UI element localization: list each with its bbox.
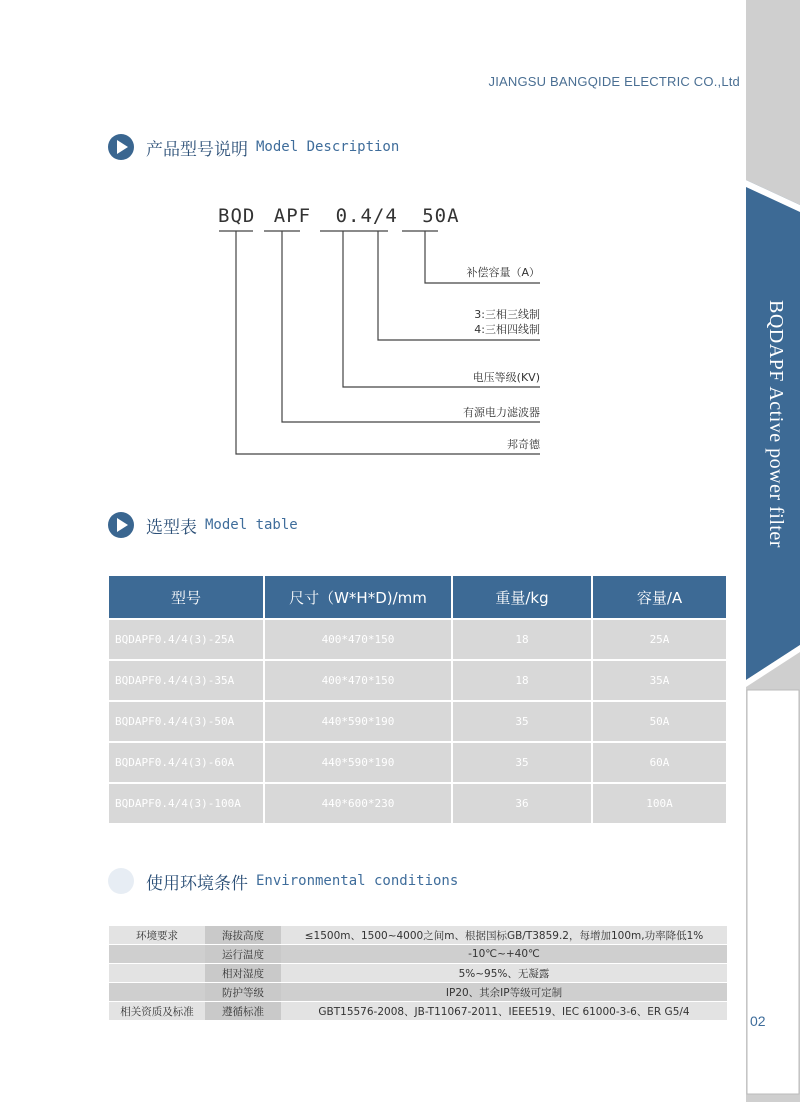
- cell-value: 5%~95%、无凝露: [281, 964, 727, 983]
- cell-model: BQDAPF0.4/4(3)-50A: [109, 701, 264, 742]
- table-row: [109, 783, 726, 823]
- model-table: [109, 576, 726, 823]
- cell-value: GBT15576-2008、JB-T11067-2011、IEEE519、IEC 61000-3-6、ER G5/4: [281, 1002, 727, 1021]
- cell-weight: 35: [452, 742, 592, 783]
- code-part-type: APF: [273, 205, 312, 227]
- section-title-cn: 选型表: [146, 517, 197, 538]
- section-model-table: [108, 512, 298, 538]
- table-row: [109, 945, 727, 964]
- header-weight: 重量/kg: [452, 576, 592, 619]
- company-name: JIANGSU BANGQIDE ELECTRIC CO.,Ltd: [488, 74, 740, 89]
- table-row: [109, 983, 727, 1002]
- table-row: [109, 701, 726, 742]
- side-vertical-title: BQDAPF Active power filter: [765, 300, 787, 548]
- label-brand: 邦奇德: [507, 438, 540, 451]
- cell-size: 440*590*190: [264, 742, 452, 783]
- cell-group-empty: [109, 964, 205, 983]
- section-title-en: Environmental conditions: [256, 873, 459, 889]
- cell-model: BQDAPF0.4/4(3)-25A: [109, 619, 264, 660]
- header-size: 尺寸（W*H*D)/mm: [264, 576, 452, 619]
- table-row: [109, 742, 726, 783]
- table-header-row: [109, 576, 726, 619]
- table-row: [109, 1002, 727, 1021]
- header-model: 型号: [109, 576, 264, 619]
- label-capacity: 补偿容量（A）: [466, 266, 540, 279]
- label-apf: 有源电力滤波器: [463, 406, 540, 419]
- cell-value: -10℃~+40℃: [281, 945, 727, 964]
- section-title-cn: 使用环境条件: [146, 873, 248, 894]
- code-part-voltage: 0.4/4: [335, 205, 398, 227]
- table-row: [109, 964, 727, 983]
- cell-item: 遵循标准: [205, 1002, 281, 1021]
- cell-size: 440*600*230: [264, 783, 452, 823]
- label-three-wire: 3:三相三线制: [474, 308, 540, 321]
- cell-weight: 36: [452, 783, 592, 823]
- cell-group-empty: [109, 983, 205, 1002]
- header-capacity: 容量/A: [592, 576, 726, 619]
- cell-value: ≤1500m、1500~4000之间m、根据国标GB/T3859.2，每增加100m,功率降低1%: [281, 926, 727, 945]
- code-part-capacity: 50A: [422, 205, 460, 227]
- cell-group-empty: [109, 945, 205, 964]
- play-icon: [108, 512, 134, 538]
- cell-group: 环境要求: [109, 926, 205, 945]
- environment-table: [109, 925, 727, 1020]
- cell-capacity: 60A: [592, 742, 726, 783]
- cell-weight: 18: [452, 660, 592, 701]
- cell-group: 相关资质及标准: [109, 1002, 205, 1021]
- table-row: [109, 660, 726, 701]
- cell-model: BQDAPF0.4/4(3)-35A: [109, 660, 264, 701]
- section-title-en: Model Description: [256, 139, 400, 155]
- cell-weight: 18: [452, 619, 592, 660]
- cell-item: 防护等级: [205, 983, 281, 1002]
- cell-value: IP20、其余IP等级可定制: [281, 983, 727, 1002]
- cell-capacity: 25A: [592, 619, 726, 660]
- section-title-en: Model table: [205, 517, 298, 533]
- table-row: [109, 619, 726, 660]
- label-four-wire: 4:三相四线制: [474, 323, 540, 336]
- table-row: [109, 926, 727, 945]
- cell-item: 运行温度: [205, 945, 281, 964]
- cell-size: 400*470*150: [264, 619, 452, 660]
- section-environment: [108, 868, 458, 894]
- cell-capacity: 50A: [592, 701, 726, 742]
- section-title-cn: 产品型号说明: [146, 139, 248, 160]
- cell-model: BQDAPF0.4/4(3)-100A: [109, 783, 264, 823]
- cell-capacity: 100A: [592, 783, 726, 823]
- cell-item: 相对湿度: [205, 964, 281, 983]
- circle-icon: [108, 868, 134, 894]
- label-voltage: 电压等级(KV): [472, 371, 540, 384]
- cell-model: BQDAPF0.4/4(3)-60A: [109, 742, 264, 783]
- cell-capacity: 35A: [592, 660, 726, 701]
- page-number: 02: [750, 1013, 766, 1029]
- code-part-brand: BQD: [218, 205, 256, 227]
- cell-size: 400*470*150: [264, 660, 452, 701]
- cell-item: 海拔高度: [205, 926, 281, 945]
- cell-size: 440*590*190: [264, 701, 452, 742]
- cell-weight: 35: [452, 701, 592, 742]
